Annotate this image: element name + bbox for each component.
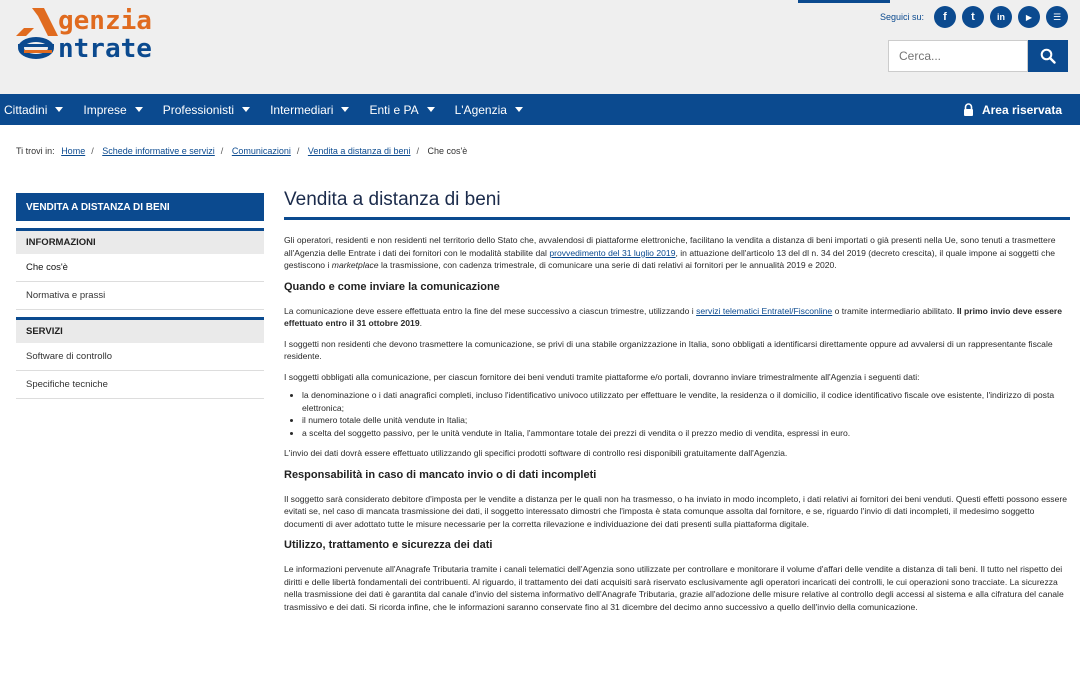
- intro-emphasis: marketplace: [331, 260, 379, 270]
- nav-item-imprese[interactable]: [83, 103, 142, 117]
- sidebar-item-che-cose[interactable]: Che cos'è: [16, 254, 264, 282]
- logo-emblem-icon: [14, 6, 64, 62]
- quando-text-a: La comunicazione deve essere effettuata entro la fine del mese successivo a ciascun trimestre, utilizzando i: [284, 305, 697, 316]
- rss-icon[interactable]: ☰: [1046, 6, 1068, 28]
- utilizzo-paragraph: Le informazioni pervenute all'Anagrafe Tributaria tramite i canali telematici dell'Agenzia sono utilizzate per controllare e monitorare il volume d'affari delle vendite a distanza di tali beni. Il tutto nel rispetto dei diritti e delle libertà fondamentali dei contribuenti. Al riguardo, il trattamento dei dati acquisiti sarà riservato esclusivamente agli operatori incaricati dei controlli, le cui operazioni sono tracciate. La sicurezza nella trasmissione dei dati è garantita dal canale d'invio del sistema informativo dell'Anagrafe Tributaria, grazie all'adozione delle misure relative al controllo degli accessi al sistema e alla cifratura del canale trasmissivo e dei dati. Si ricorda infine, che le informazioni saranno conservate fino al 31 dicembre del decimo anno successivo a quello dell'invio della comunicazione.: [284, 564, 1064, 612]
- list-item: • a scelta del soggetto passivo, per le unità vendute in Italia, l'ammontare totale dei prezzi di vendita o il prezzo medio di vendita, espressi in euro.: [302, 427, 1070, 440]
- obbligati-paragraph: I soggetti obbligati alla comunicazione, per ciascun fornitore dei beni venduti tramite piattaforme e/o portali, dovranno inviare trimestralmente all'Agenzia i seguenti dati:: [284, 371, 920, 382]
- list-item: • il numero totale delle unità vendute in Italia;: [302, 414, 1070, 427]
- lock-icon: [963, 103, 974, 116]
- nav-label: Professionisti: [162, 102, 235, 117]
- sidebar-title[interactable]: VENDITA A DISTANZA DI BENI: [16, 193, 264, 221]
- chevron-down-icon: [55, 107, 63, 112]
- list-item: • la denominazione o i dati anagrafici completi, incluso l'identificativo univoco utilizzato per effettuare le vendite, la residenza o il domicilio, il codice identificativo fiscale ove esistente, l'indirizzo di posta elettronica;: [302, 389, 1070, 414]
- nav-item-cittadini[interactable]: [4, 103, 63, 117]
- chevron-down-icon: [135, 107, 143, 112]
- agenzia-entrate-logo[interactable]: [14, 6, 204, 62]
- sidebar: [16, 193, 264, 399]
- social-links: [880, 6, 1068, 28]
- chevron-down-icon: [341, 107, 349, 112]
- breadcrumb-link-schede[interactable]: Schede informative e servizi: [102, 146, 215, 156]
- intro-text-a: Gli operatori, residenti e non residenti nel territorio dello Stato che, avvalendosi di piattaforme elettroniche, facilitano la vendita a distanza di beni importati o già presenti nella Ue, sono tenuti a trasmettere all'Agenzia delle Entrate i dati dei fornitori con le modalità stabilite dal: [284, 235, 1056, 258]
- heading-responsabilita: Responsabilità in caso di mancato invio o di dati incompleti: [284, 468, 597, 481]
- sidebar-item-specifiche[interactable]: Specifiche tecniche: [16, 371, 264, 399]
- sidebar-item-normativa[interactable]: Normativa e prassi: [16, 282, 264, 310]
- search-button[interactable]: [1028, 40, 1068, 72]
- nav-label: L'Agenzia: [454, 102, 507, 117]
- responsabilita-paragraph: Il soggetto sarà considerato debitore d'imposta per le vendite a distanza per le quali non ha trasmesso, o ha inviato in modo incompleto, i dati relativi ai fornitori dei beni venduti. Questi effetti possono essere evitati se, nel caso di mancata trasmissione dei dati, il soggetto interessato dimostri che l'imposta è stata comunque assolta dal fornitore, e se, riguardo l'invio di dati incompleti, il medesimo soggetto documenti di aver adottato tutte le misure necessarie per la corretta rilevazione e individuazione dei dati presenti sulla piattaforma digitale.: [284, 493, 1068, 529]
- chevron-down-icon: [515, 107, 523, 112]
- quando-deadline: Il primo invio deve essere effettuato entro il 31 ottobre 2019: [284, 305, 1062, 328]
- intro-paragraph: [284, 234, 1070, 272]
- area-riservata-label: Area riservata: [981, 102, 1062, 117]
- breadcrumb: Ti trovi in: Home / Schede informative e servizi / Comunicazioni / Vendita a distanza di beni / Che cos'è: [16, 146, 468, 156]
- nav-label: Imprese: [83, 102, 127, 117]
- search-input[interactable]: [888, 40, 1028, 72]
- sidebar-section-servizi: SERVIZI: [16, 317, 264, 343]
- logo-line-1: genzia: [58, 6, 152, 36]
- site-header: [0, 0, 1080, 94]
- nav-item-intermediari[interactable]: [270, 103, 349, 117]
- breadcrumb-link-home[interactable]: Home: [61, 146, 86, 156]
- breadcrumb-link-vendita[interactable]: Vendita a distanza di beni: [307, 146, 411, 156]
- search-icon: [1040, 48, 1056, 64]
- breadcrumb-prefix: Ti trovi in:: [16, 146, 55, 156]
- chevron-down-icon: [242, 107, 250, 112]
- main-content: [284, 189, 1070, 613]
- provvedimento-link[interactable]: provvedimento del 31 luglio 2019: [549, 247, 676, 258]
- sidebar-item-software[interactable]: Software di controllo: [16, 343, 264, 371]
- nav-label: Enti e PA: [369, 102, 419, 117]
- intro-text-c: la trasmissione, con cadenza trimestrale, di comunicare una serie di dati relativi ai fornitori per le annualità 2019 e 2020.: [378, 260, 837, 270]
- youtube-icon[interactable]: ▶: [1018, 6, 1040, 28]
- servizi-telematici-link[interactable]: servizi telematici Entratel/Fisconline: [696, 305, 833, 316]
- facebook-icon[interactable]: f: [934, 6, 956, 28]
- intro-text-b: , in attuazione dell'articolo 13 del dl n. 34 del 2019 (decreto crescita), il quale impone ai soggetti che gestiscono i: [284, 247, 1056, 270]
- breadcrumb-link-comunicazioni[interactable]: Comunicazioni: [231, 146, 291, 156]
- breadcrumb-current: Che cos'è: [427, 146, 468, 156]
- nav-label: Cittadini: [4, 102, 48, 117]
- heading-quando: Quando e come inviare la comunicazione: [284, 280, 500, 293]
- nav-item-enti-pa[interactable]: [369, 103, 434, 117]
- chevron-down-icon: [427, 107, 435, 112]
- invio-paragraph: L'invio dei dati dovrà essere effettuato utilizzando gli specifici prodotti software di controllo resi disponibili gratuitamente dall'Agenzia.: [284, 448, 788, 458]
- search-bar: [888, 40, 1068, 72]
- social-label: Seguici su:: [879, 12, 924, 22]
- nav-label: Intermediari: [270, 102, 334, 117]
- nav-item-agenzia[interactable]: [455, 103, 523, 117]
- main-navigation: [0, 94, 1080, 125]
- area-riservata-button[interactable]: [963, 94, 1062, 125]
- heading-utilizzo: Utilizzo, trattamento e sicurezza dei dati: [284, 539, 493, 551]
- logo-line-2: ntrate: [58, 34, 152, 64]
- sidebar-section-informazioni: INFORMAZIONI: [16, 228, 264, 254]
- twitter-icon[interactable]: t: [962, 6, 984, 28]
- page-title: Vendita a distanza di beni: [284, 189, 1070, 220]
- quando-text-end: .: [419, 318, 423, 328]
- dati-list: [284, 389, 1070, 439]
- header-accent-bar: [798, 0, 890, 3]
- nonresidenti-paragraph: I soggetti non residenti che devono trasmettere la comunicazione, se privi di una stabile organizzazione in Italia, sono obbligati a identificarsi direttamente oppure ad avvalersi di un rappresentante fiscale residente.: [284, 338, 1053, 361]
- linkedin-icon[interactable]: in: [990, 6, 1012, 28]
- quando-text-b: o tramite intermediario abilitato.: [832, 305, 957, 316]
- nav-item-professionisti[interactable]: [163, 103, 250, 117]
- quando-paragraph: [284, 305, 1070, 330]
